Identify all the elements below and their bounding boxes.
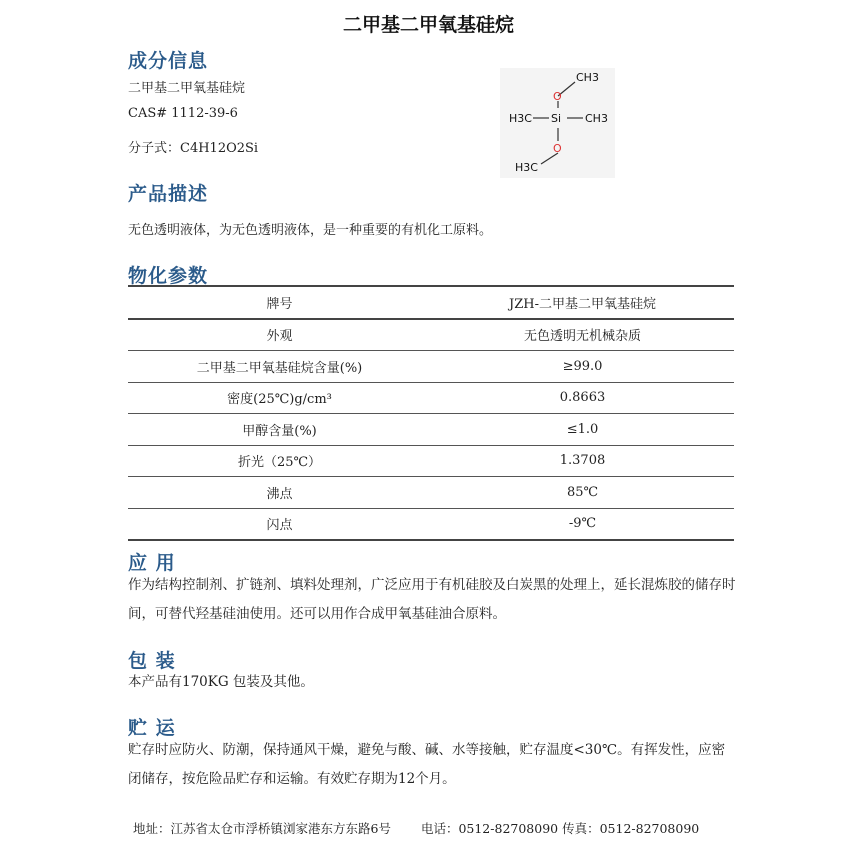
param-value: -9℃ xyxy=(568,516,597,532)
storage-text: 贮存时应防火、防潮，保持通风干燥，避免与酸、碱、水等接触，贮存温度<30℃。有挥发性，应密闭储存，按危险品贮存和运输。有效贮存期为12个月。 xyxy=(128,742,726,787)
application-heading: 应 用 xyxy=(128,552,176,574)
lower-oxygen: O xyxy=(553,142,562,155)
cas-number: CAS# 1112-39-6 xyxy=(128,106,238,121)
param-label: 甲醇含量(%) xyxy=(242,423,317,439)
table-row xyxy=(128,477,734,509)
param-value: 1.3708 xyxy=(559,453,606,469)
description-text: 无色透明液体，为无色透明液体，是一种重要的有机化工原料。 xyxy=(128,223,493,238)
right-methyl: CH3 xyxy=(585,112,608,125)
param-value: 0.8663 xyxy=(559,390,606,406)
param-label: 外观 xyxy=(266,329,293,345)
silicon-atom: Si xyxy=(551,112,562,125)
footer-address: 地址：江苏省太仓市浮桥镇浏家港东方东路6号 xyxy=(133,821,391,836)
table-row xyxy=(128,351,734,383)
packaging-text: 本产品有170KG 包装及其他。 xyxy=(128,674,314,690)
params-table xyxy=(128,285,734,541)
param-value: JZH-二甲基二甲氧基硅烷 xyxy=(431,286,734,319)
table-row xyxy=(128,445,734,477)
composition-heading: 成分信息 xyxy=(128,50,209,72)
packaging-heading: 包 装 xyxy=(128,650,176,672)
param-label: 密度(25℃)g/cm³ xyxy=(227,392,332,408)
bottom-methyl: H3C xyxy=(515,161,538,174)
param-value: ≤1.0 xyxy=(566,421,599,437)
product-name: 二甲基二甲氧基硅烷 xyxy=(128,81,246,96)
footer-phone: 电话：0512-82708090 传真：0512-82708090 xyxy=(420,821,700,836)
table-row xyxy=(128,414,734,446)
storage-heading: 贮 运 xyxy=(128,717,176,739)
param-label: 闪点 xyxy=(266,518,293,534)
footer xyxy=(133,819,725,837)
params-heading: 物化参数 xyxy=(128,265,209,287)
molecular-formula: 分子式：C4H12O2Si xyxy=(128,141,259,156)
table-row xyxy=(128,382,734,414)
page-title: 二甲基二甲氧基硅烷 xyxy=(342,14,514,36)
table-row xyxy=(128,286,734,319)
table-row xyxy=(128,319,734,351)
param-value: 85℃ xyxy=(566,484,599,500)
param-value: 无色透明无机械杂质 xyxy=(523,329,641,345)
table-row xyxy=(128,508,734,540)
param-value: ≥99.0 xyxy=(562,358,603,374)
left-methyl: H3C xyxy=(509,112,532,125)
description-heading: 产品描述 xyxy=(128,183,209,205)
param-label: 折光（25℃） xyxy=(237,455,322,471)
param-label: 沸点 xyxy=(266,486,293,502)
top-methyl: CH3 xyxy=(576,71,599,84)
application-text: 作为结构控制剂、扩链剂、填料处理剂，广泛应用于有机硅胶及白炭黑的处理上，延长混炼胶的储存时间，可替代羟基硅油使用。还可以用作合成甲氧基硅油合原料。 xyxy=(128,577,736,622)
upper-oxygen: O xyxy=(553,90,562,103)
structure-diagram xyxy=(500,68,615,178)
param-label: 牌号 xyxy=(128,286,431,319)
param-label: 二甲基二甲氧基硅烷含量(%) xyxy=(196,360,363,376)
